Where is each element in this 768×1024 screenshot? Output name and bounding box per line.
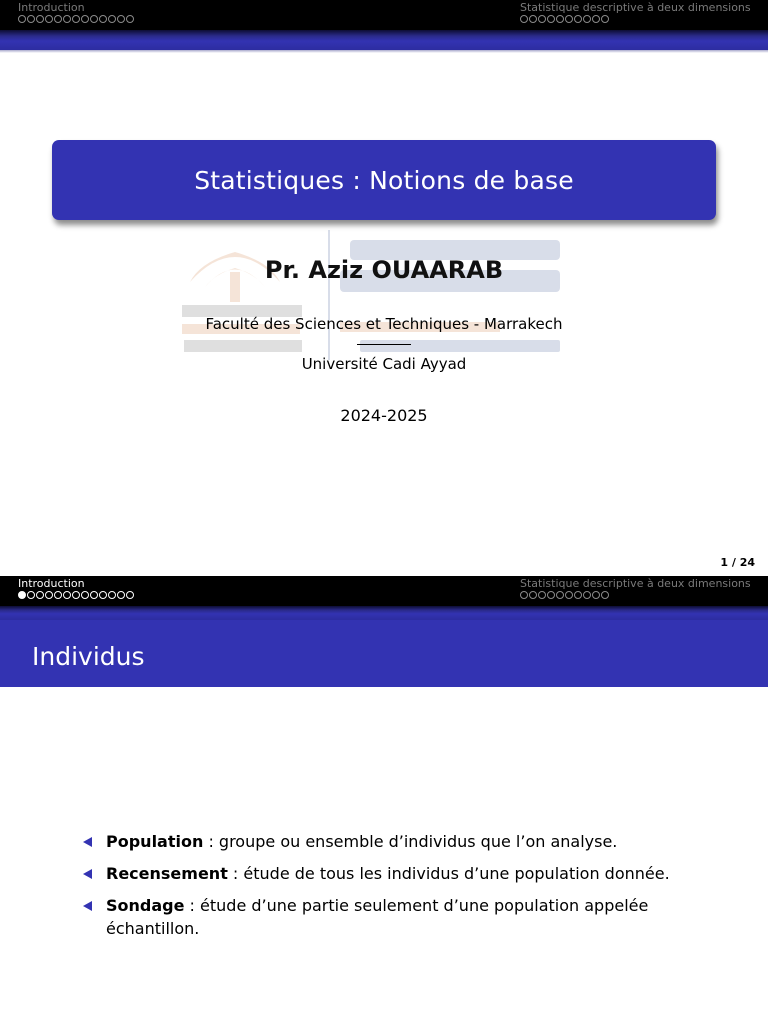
item-text: : groupe ou ensemble d’individus que l’on analyse.: [203, 832, 618, 851]
item-text: : étude d’une partie seulement d’une population appelée échantillon.: [106, 896, 649, 938]
frame-title-bar: [0, 620, 768, 687]
headline-navigation: [0, 0, 768, 30]
title-box: [52, 140, 716, 220]
nav-dot[interactable]: [529, 591, 537, 599]
nav-dot[interactable]: [36, 591, 44, 599]
header-band: [0, 30, 768, 50]
item-term: Sondage: [106, 896, 185, 915]
triangle-bullet-icon: [83, 901, 92, 911]
triangle-bullet-icon: [83, 869, 92, 879]
nav-dot[interactable]: [520, 15, 528, 23]
nav-section-title[interactable]: Introduction: [18, 1, 85, 14]
nav-dot[interactable]: [556, 591, 564, 599]
nav-dot[interactable]: [601, 15, 609, 23]
nav-dot[interactable]: [54, 15, 62, 23]
triangle-bullet-icon: [83, 837, 92, 847]
nav-slide-dots[interactable]: [520, 591, 751, 599]
nav-dot[interactable]: [574, 15, 582, 23]
institute-university: Université Cadi Ayyad: [301, 355, 467, 373]
nav-dot[interactable]: [565, 15, 573, 23]
page-number: 1 / 24: [720, 556, 755, 569]
presentation-title: Statistiques : Notions de base: [194, 165, 574, 195]
nav-section-title[interactable]: Introduction: [18, 577, 85, 590]
nav-dot[interactable]: [126, 591, 134, 599]
nav-dot[interactable]: [18, 591, 26, 599]
header-band: [0, 606, 768, 620]
definition-list: [80, 830, 720, 949]
nav-dot[interactable]: [583, 591, 591, 599]
nav-dot[interactable]: [18, 15, 26, 23]
nav-dot[interactable]: [117, 15, 125, 23]
nav-dot[interactable]: [601, 591, 609, 599]
nav-section-introduction[interactable]: [18, 1, 134, 23]
nav-dot[interactable]: [538, 15, 546, 23]
nav-dot[interactable]: [520, 591, 528, 599]
nav-dot[interactable]: [547, 591, 555, 599]
nav-dot[interactable]: [45, 591, 53, 599]
nav-dot[interactable]: [108, 591, 116, 599]
frame-title: Individus: [32, 642, 145, 671]
nav-dot[interactable]: [81, 591, 89, 599]
nav-slide-dots[interactable]: [18, 15, 134, 23]
nav-dot[interactable]: [36, 15, 44, 23]
nav-dot[interactable]: [63, 591, 71, 599]
nav-section-statistique[interactable]: [520, 577, 751, 599]
nav-dot[interactable]: [592, 15, 600, 23]
nav-dot[interactable]: [90, 15, 98, 23]
nav-dot[interactable]: [583, 15, 591, 23]
nav-dot[interactable]: [99, 591, 107, 599]
headline-navigation: [0, 576, 768, 606]
nav-dot[interactable]: [547, 15, 555, 23]
nav-dot[interactable]: [72, 15, 80, 23]
nav-dot[interactable]: [54, 591, 62, 599]
nav-dot[interactable]: [90, 591, 98, 599]
nav-section-title[interactable]: Statistique descriptive à deux dimensions: [520, 577, 751, 590]
nav-dot[interactable]: [538, 591, 546, 599]
nav-dot[interactable]: [45, 15, 53, 23]
list-item: [80, 894, 720, 940]
list-item: [80, 830, 720, 853]
header-band-shadow: [0, 50, 768, 53]
item-text: : étude de tous les individus d’une population donnée.: [227, 864, 670, 883]
nav-section-introduction[interactable]: [18, 577, 134, 599]
list-item: [80, 862, 720, 885]
nav-slide-dots[interactable]: [18, 591, 134, 599]
nav-slide-dots[interactable]: [520, 15, 751, 23]
nav-dot[interactable]: [592, 591, 600, 599]
item-term: Population: [106, 832, 204, 851]
presentation-date: 2024-2025: [340, 406, 428, 425]
nav-section-title[interactable]: Statistique descriptive à deux dimensions: [520, 1, 751, 14]
nav-dot[interactable]: [27, 591, 35, 599]
nav-dot[interactable]: [108, 15, 116, 23]
nav-dot[interactable]: [529, 15, 537, 23]
nav-dot[interactable]: [574, 591, 582, 599]
item-term: Recensement: [106, 864, 228, 883]
author-name: Pr. Aziz OUAARAB: [264, 256, 504, 284]
nav-dot[interactable]: [81, 15, 89, 23]
nav-dot[interactable]: [99, 15, 107, 23]
institute-faculty: Faculté des Sciences et Techniques - Marrakech: [205, 315, 563, 333]
nav-dot[interactable]: [126, 15, 134, 23]
nav-dot[interactable]: [556, 15, 564, 23]
nav-dot[interactable]: [27, 15, 35, 23]
content-slide: [0, 576, 768, 1024]
nav-section-statistique[interactable]: [520, 1, 751, 23]
institute-divider: [357, 344, 411, 345]
nav-dot[interactable]: [565, 591, 573, 599]
nav-dot[interactable]: [117, 591, 125, 599]
nav-dot[interactable]: [63, 15, 71, 23]
nav-dot[interactable]: [72, 591, 80, 599]
